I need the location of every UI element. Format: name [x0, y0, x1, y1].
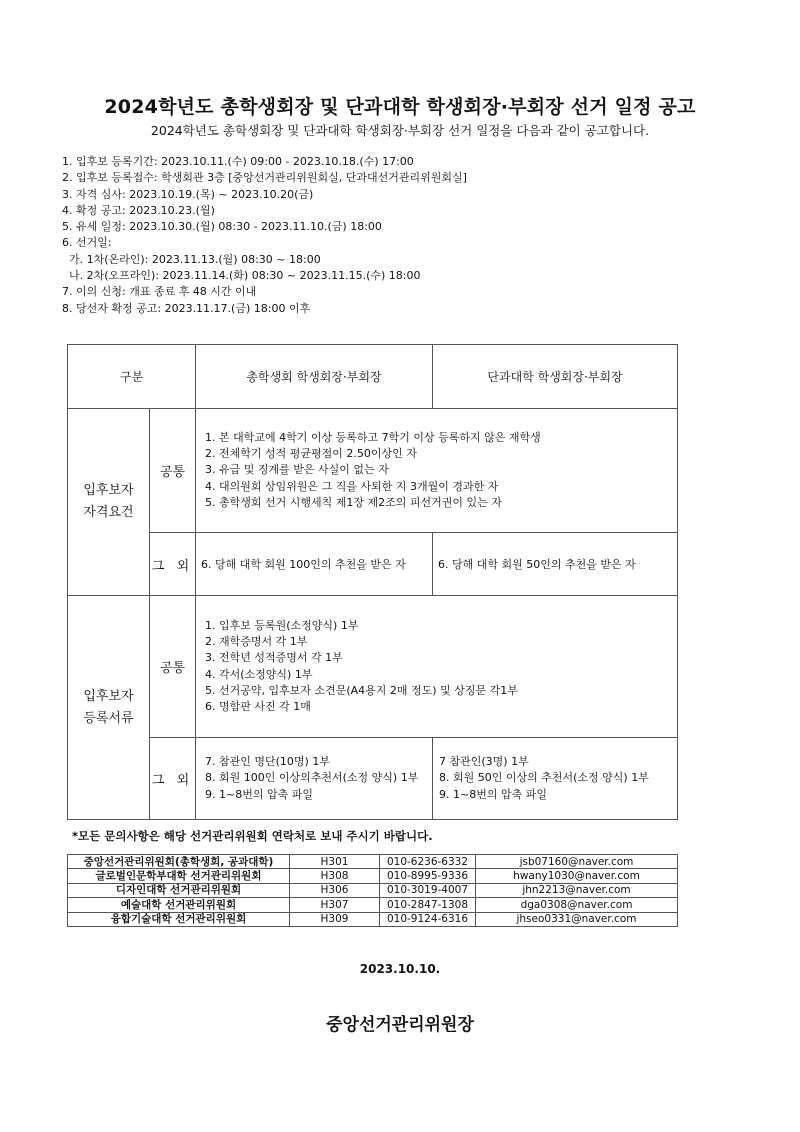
document-title: 2024학년도 총학생회장 및 단과대학 학생회장·부회장 선거 일정 공고: [104, 96, 696, 118]
schedule-item: 3. 자격 심사: 2023.10.19.(목) ~ 2023.10.20(금): [62, 187, 314, 201]
list-item: 4. 대의원회 상임위원은 그 직을 사퇴한 지 3개월이 경과한 자: [205, 479, 499, 493]
schedule-item: 1. 입후보 등록기간: 2023.10.11.(수) 09:00 - 2023.10.18.(수) 17:00: [62, 155, 414, 168]
contact-phone: 010-6236-6332: [380, 855, 476, 869]
section-label-line: 입후보자: [83, 483, 134, 498]
list-item: 4. 각서(소정양식) 1부: [205, 667, 313, 681]
announcement-date: 2023.10.10.: [359, 962, 441, 976]
list-item: 3. 유급 및 징계를 받은 사실이 없는 자: [205, 463, 389, 477]
list-item: 5. 총학생회 선거 시행세칙 제1장 제2조의 피선거권이 있는 자: [205, 495, 502, 509]
schedule-item: 4. 확정 공고: 2023.10.23.(월): [62, 203, 215, 217]
qualification-other-general: 6. 당해 대학 회원 100인의 추천을 받은 자: [196, 533, 433, 596]
table-row: [68, 883, 678, 897]
section-label-line: 입후보자: [83, 688, 134, 704]
list-item: 3. 전학년 성적증명서 각 1부: [205, 651, 343, 665]
contact-org: 융합기술대학 선거관리위원회: [68, 912, 290, 926]
contact-phone: 010-9124-6316: [380, 912, 476, 926]
qualification-other-college: 6. 당해 대학 회원 50인의 추천을 받은 자: [433, 533, 678, 596]
contact-room: H309: [290, 912, 380, 926]
list-item: 6. 명함판 사진 각 1매: [205, 700, 311, 714]
schedule-list: [62, 154, 762, 317]
contact-org: 디자인대학 선거관리위원회: [68, 883, 290, 897]
contact-phone: 010-3019-4007: [380, 883, 476, 897]
list-item: 9. 1~8번의 압축 파일: [205, 787, 313, 801]
list-item: 1. 본 대학교에 4학기 이상 등록하고 7학기 이상 등록하지 않은 재학생: [205, 430, 541, 444]
signer-title: 중앙선거관리위원장: [326, 1015, 474, 1035]
common-label: 공통: [150, 409, 196, 533]
table-row: [68, 855, 678, 869]
list-item: 1. 입후보 등록원(소정양식) 1부: [205, 618, 359, 632]
schedule-item: 2. 입후보 등록접수: 학생회관 3층 [중앙선거관리위원회실, 단과대선거관리위원회실]: [62, 171, 467, 185]
table-row: [68, 912, 678, 926]
table-row: [68, 869, 678, 883]
inquiry-notice: *모든 문의사항은 해당 선거관리위원회 연락처로 보내 주시기 바랍니다.: [72, 829, 433, 843]
contact-room: H307: [290, 898, 380, 912]
documents-other-row: [68, 738, 678, 820]
contact-room: H308: [290, 869, 380, 883]
section-label-line: 등록서류: [83, 710, 134, 726]
contact-phone: 010-2847-1308: [380, 898, 476, 912]
header-college-council: 단과대학 학생회장·부회장: [433, 345, 678, 409]
list-item: 8. 회원 100인 이상의추천서(소정 양식) 1부: [205, 771, 419, 785]
header-general-council: 총학생회 학생회장·부회장: [196, 345, 433, 409]
contact-email: jsb07160@naver.com: [476, 855, 678, 869]
list-item: 5. 선거공약, 입후보자 소견문(A4용지 2매 정도) 및 상징문 각1부: [205, 683, 518, 697]
section-label-line: 자격요건: [83, 505, 134, 520]
qualification-other-row: [68, 533, 678, 596]
schedule-subitem: 가. 1차(온라인): 2023.11.13.(월) 08:30 ~ 18:00: [69, 252, 321, 266]
documents-section-label: [68, 596, 150, 820]
contact-email: jhn2213@naver.com: [476, 883, 678, 897]
qualification-common-row: [68, 409, 678, 533]
list-item: 7. 참관인 명단(10명) 1부: [205, 755, 330, 769]
document-subtitle: 2024학년도 총학생회장 및 단과대학 학생회장·부회장 선거 일정을 다음과 같이 공고합니다.: [150, 123, 650, 138]
schedule-subitem: 나. 2차(오프라인): 2023.11.14.(화) 08:30 ~ 2023.11.15.(수) 18:00: [69, 269, 421, 283]
documents-other-general: [196, 738, 433, 820]
table-header-row: [68, 345, 678, 409]
schedule-item: 6. 선거일:: [62, 236, 112, 250]
list-item: 2. 재학증명서 각 1부: [205, 634, 308, 648]
schedule-item: 7. 이의 신청: 개표 종료 후 48 시간 이내: [62, 285, 257, 299]
contact-room: H306: [290, 883, 380, 897]
contact-email: dga0308@naver.com: [476, 898, 678, 912]
list-item: 8. 회원 50인 이상의 추천서(소정 양식) 1부: [439, 771, 649, 785]
list-item: 7 참관인(3명) 1부: [439, 755, 529, 769]
contact-phone: 010-8995-9336: [380, 869, 476, 883]
common-label: 공통: [150, 596, 196, 738]
header-category: 구분: [68, 345, 196, 409]
table-row: [68, 898, 678, 912]
qualification-common-list: [196, 409, 678, 533]
other-label: 그 외: [150, 738, 196, 820]
schedule-item: 8. 당선자 확정 공고: 2023.11.17.(금) 18:00 이후: [62, 301, 311, 315]
list-item: 2. 전체학기 성적 평균평점이 2.50이상인 자: [205, 447, 417, 461]
schedule-item: 5. 유세 일정: 2023.10.30.(월) 08:30 - 2023.11.10.(금) 18:00: [62, 220, 382, 234]
contact-org: 중앙선거관리위원회(총학생회, 공과대학): [68, 855, 290, 869]
documents-other-college: [433, 738, 678, 820]
list-item: 9. 1~8번의 압축 파일: [439, 787, 547, 801]
contact-email: hwany1030@naver.com: [476, 869, 678, 883]
contact-email: jhseo0331@naver.com: [476, 912, 678, 926]
documents-common-row: [68, 596, 678, 738]
documents-common-list: [196, 596, 678, 738]
qualification-section-label: [68, 409, 150, 596]
contact-table: [67, 854, 678, 927]
other-label: 그 외: [150, 533, 196, 596]
contact-room: H301: [290, 855, 380, 869]
contact-org: 예술대학 선거관리위원회: [68, 898, 290, 912]
requirements-table: [67, 344, 678, 820]
contact-org: 글로벌인문학부대학 선거관리위원회: [68, 869, 290, 883]
